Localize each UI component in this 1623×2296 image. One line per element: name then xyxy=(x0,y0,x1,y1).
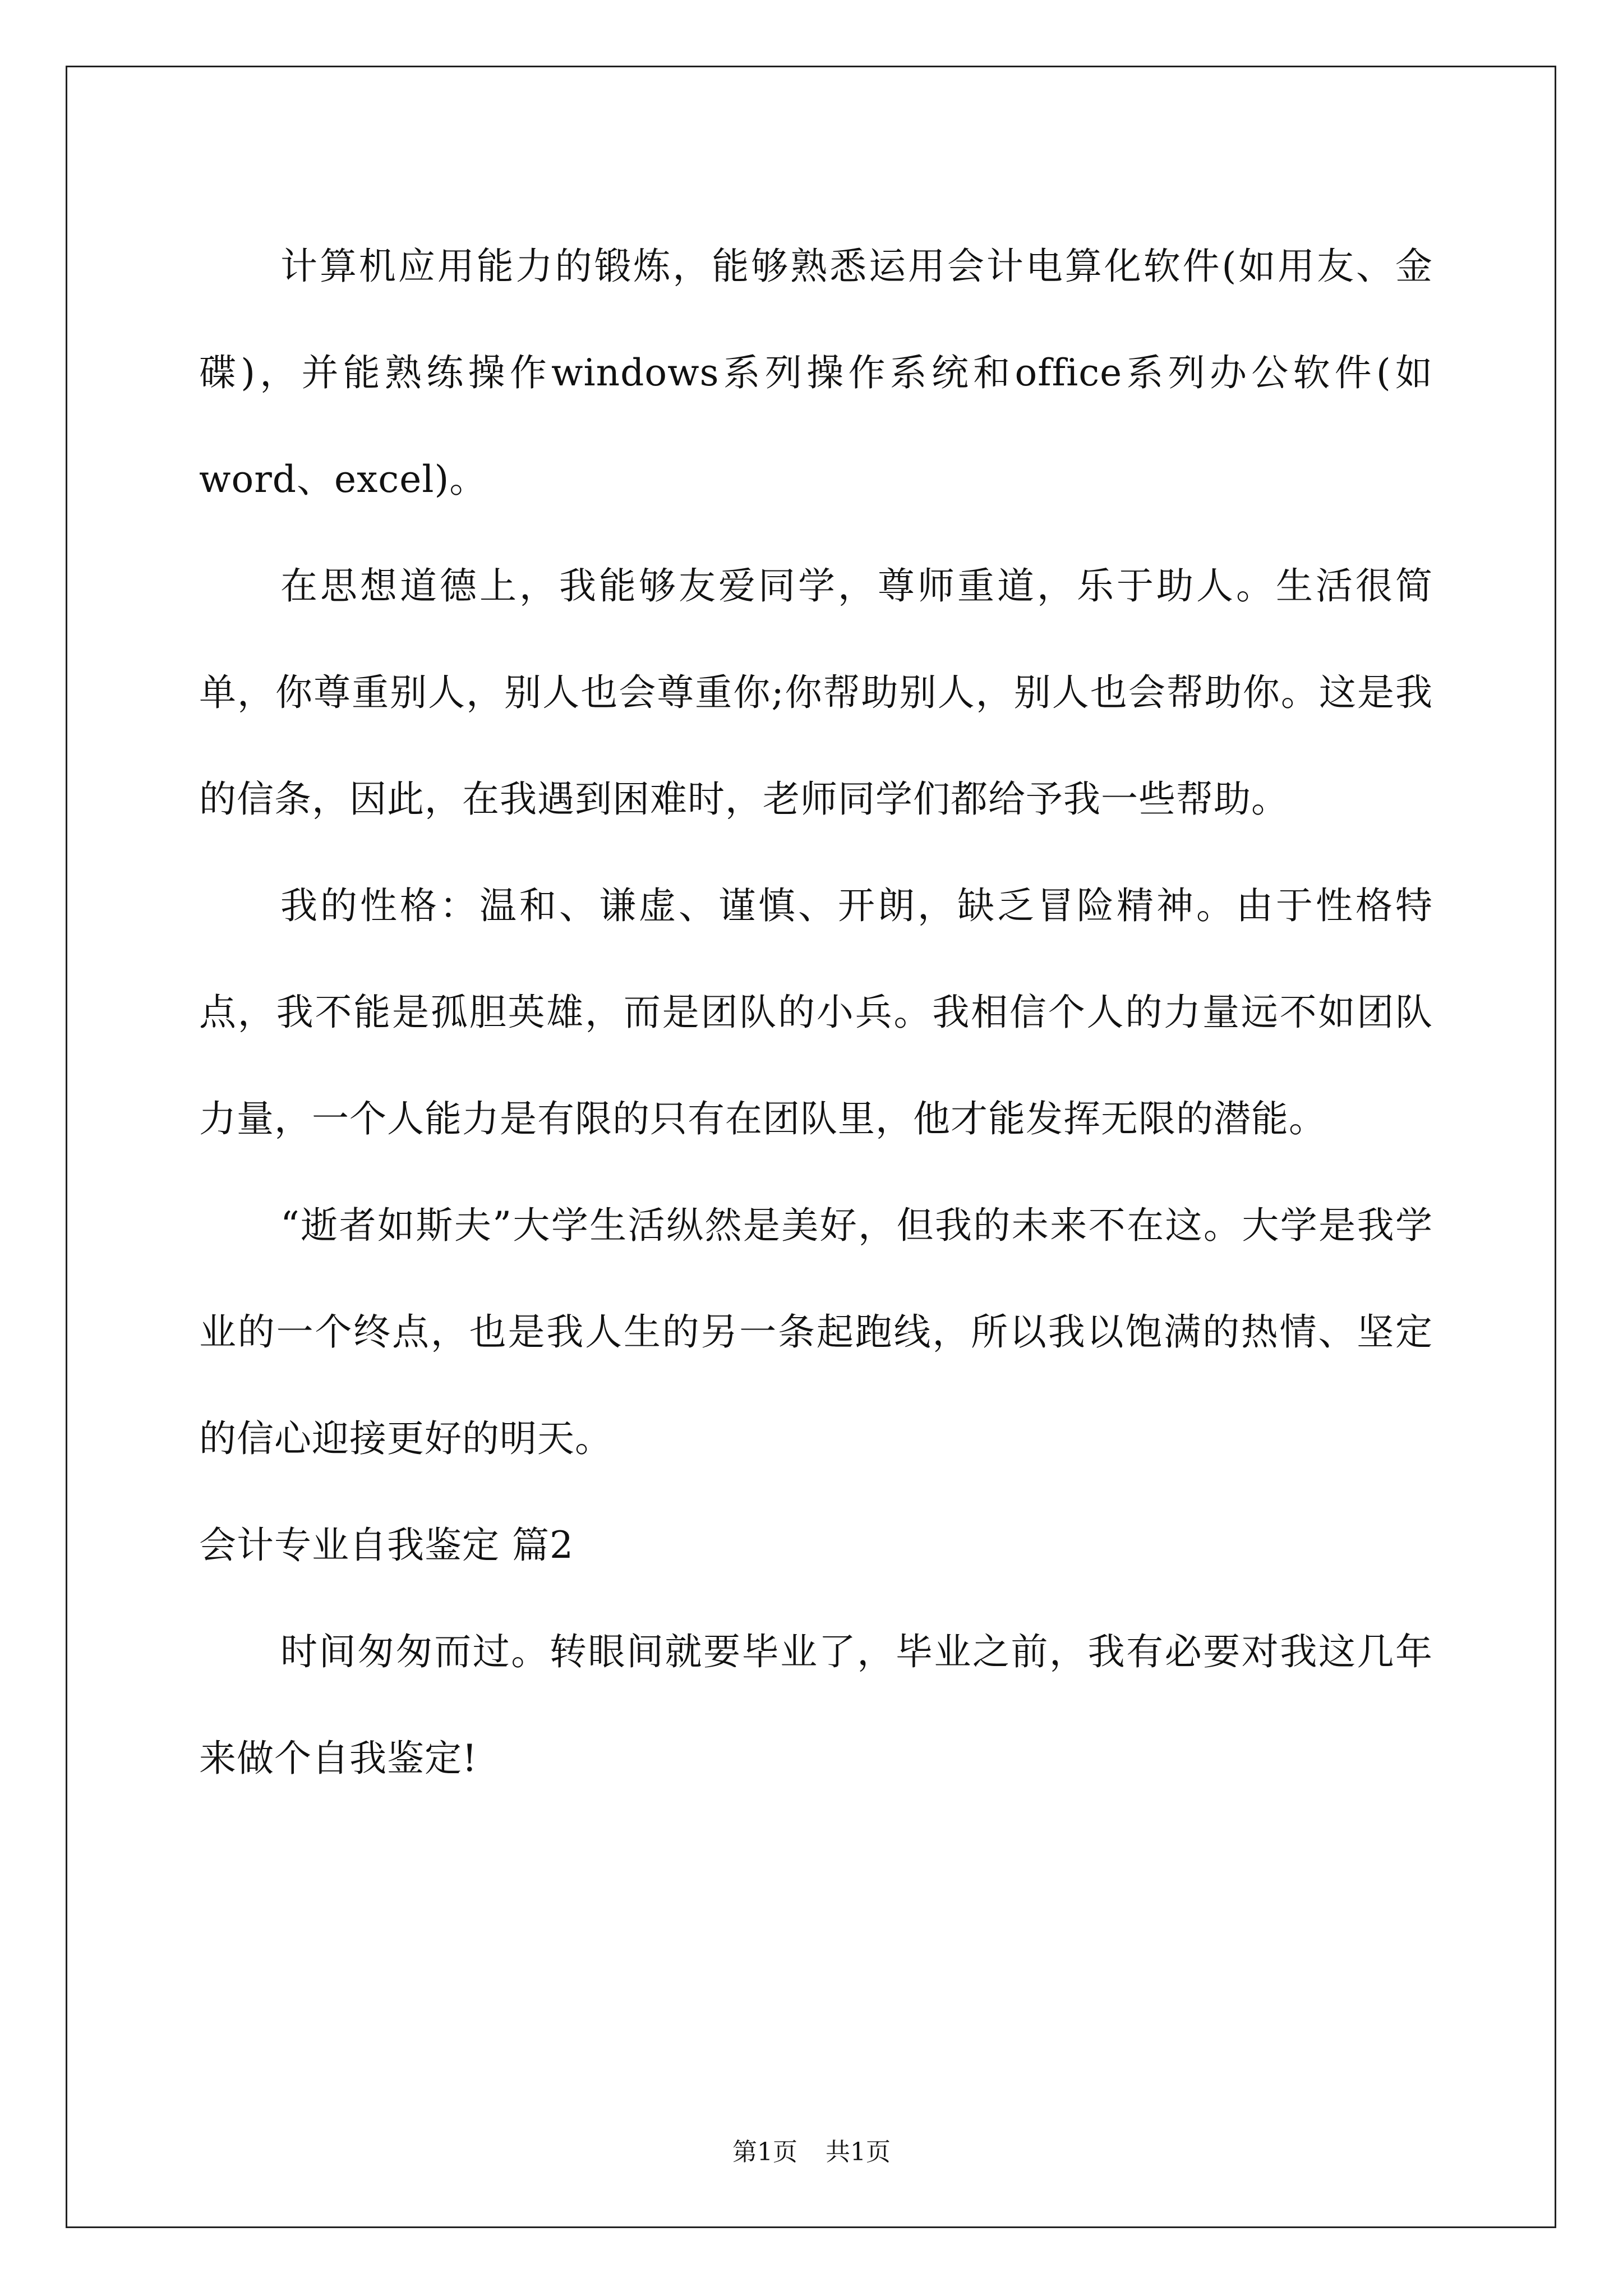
paragraph-graduation: 时间匆匆而过。转眼间就要毕业了，毕业之前，我有必要对我这几年来做个自我鉴定! xyxy=(199,1630,1433,1780)
paragraph-morality: 在思想道德上，我能够友爱同学，尊师重道，乐于助人。生活很简单，你尊重别人，别人也会尊重你;你帮助别人，别人也会帮助你。这是我的信条，因此，在我遇到困难时，老师同学们都给予我一些帮助。 xyxy=(199,564,1433,821)
section-heading: 会计专业自我鉴定 篇2 xyxy=(199,1524,574,1567)
page-footer xyxy=(0,2132,1623,2168)
document-body xyxy=(199,213,1433,1812)
paragraph-future: “逝者如斯夫”大学生活纵然是美好，但我的未来不在这。大学是我学业的一个终点，也是我人生的另一条起跑线，所以我以饱满的热情、坚定的信心迎接更好的明天。 xyxy=(199,1204,1433,1460)
paragraph-personality: 我的性格：温和、谦虚、谨慎、开朗，缺乏冒险精神。由于性格特点，我不能是孤胆英雄，而是团队的小兵。我相信个人的力量远不如团队力量，一个人能力是有限的只有在团队里，他才能发挥无限的潜能。 xyxy=(199,884,1433,1140)
page-total: 共1页 xyxy=(826,2138,891,2166)
paragraph-computer-skills: 计算机应用能力的锻炼，能够熟悉运用会计电算化软件(如用友、金碟)，并能熟练操作windows系列操作系统和office系列办公软件(如word、excel)。 xyxy=(199,245,1433,501)
page-number: 第1页 xyxy=(732,2138,797,2166)
